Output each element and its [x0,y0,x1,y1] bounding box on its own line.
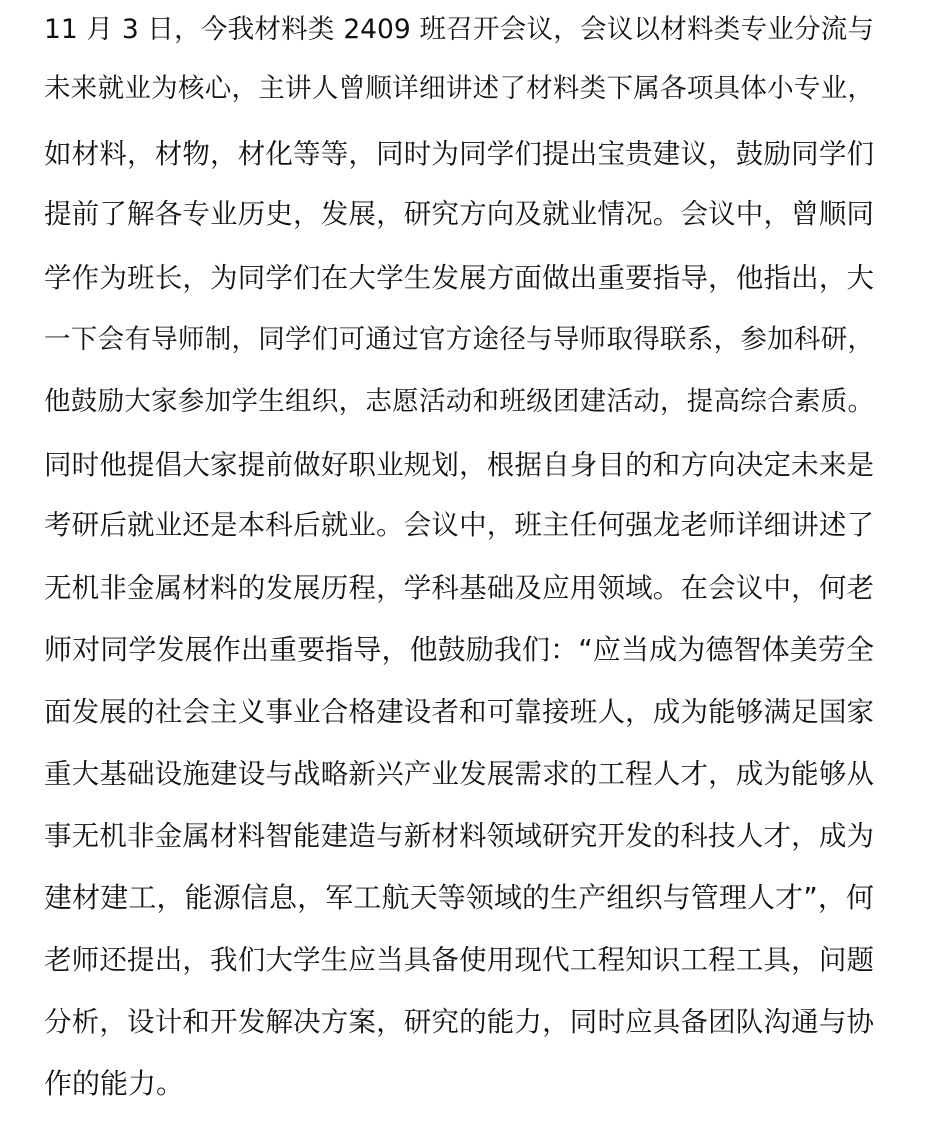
paragraph-line-14: 事无机非金属材料智能建造与新材料领域研究开发的科技人才，成为 [44,820,874,852]
paragraph-line-6: 一下会有导师制，同学们可通过官方途径与导师取得联系，参加科研， [44,324,874,355]
paragraph-line-10: 无机非金属材料的发展历程，学科基础及应用领域。在会议中，何老 [44,572,874,604]
paragraph-line-5: 学作为班长，为同学们在大学生发展方面做出重要指导，他指出，大 [44,262,874,294]
paragraph-line-17: 分析，设计和开发解决方案，研究的能力，同时应具备团队沟通与协 [44,1006,874,1038]
paragraph-line-3: 如材料，材物，材化等等，同时为同学们提出宝贵建议，鼓励同学们 [44,138,874,170]
paragraph-line-9: 考研后就业还是本科后就业。会议中，班主任何强龙老师详细讲述了 [44,509,874,541]
paragraph-line-7: 他鼓励大家参加学生组织，志愿活动和班级团建活动，提高综合素质。 [44,386,874,417]
paragraph-line-16: 老师还提出，我们大学生应当具备使用现代工程知识工程工具，问题 [44,944,874,976]
paragraph-line-1: 11 月 3 日，今我材料类 2409 班召开会议，会议以材料类专业分流与 [44,14,874,45]
paragraph-line-8: 同时他提倡大家提前做好职业规划，根据自身目的和方向决定未来是 [44,449,874,481]
paragraph-line-12: 面发展的社会主义事业合格建设者和可靠接班人，成为能够满足国家 [44,696,874,728]
paragraph-line-15: 建材建工，能源信息，军工航天等领域的生产组织与管理人才”，何 [44,881,874,914]
paragraph-line-18: 作的能力。 [44,1067,185,1100]
paragraph-line-11: 师对同学发展作出重要指导，他鼓励我们：“应当成为德智体美劳全 [44,633,874,666]
paragraph-line-2: 未来就业为核心，主讲人曾顺详细讲述了材料类下属各项具体小专业， [44,73,874,104]
paragraph-line-4: 提前了解各专业历史，发展，研究方向及就业情况。会议中，曾顺同 [44,198,874,230]
paragraph-line-13: 重大基础设施建设与战略新兴产业发展需求的工程人才，成为能够从 [44,758,874,790]
